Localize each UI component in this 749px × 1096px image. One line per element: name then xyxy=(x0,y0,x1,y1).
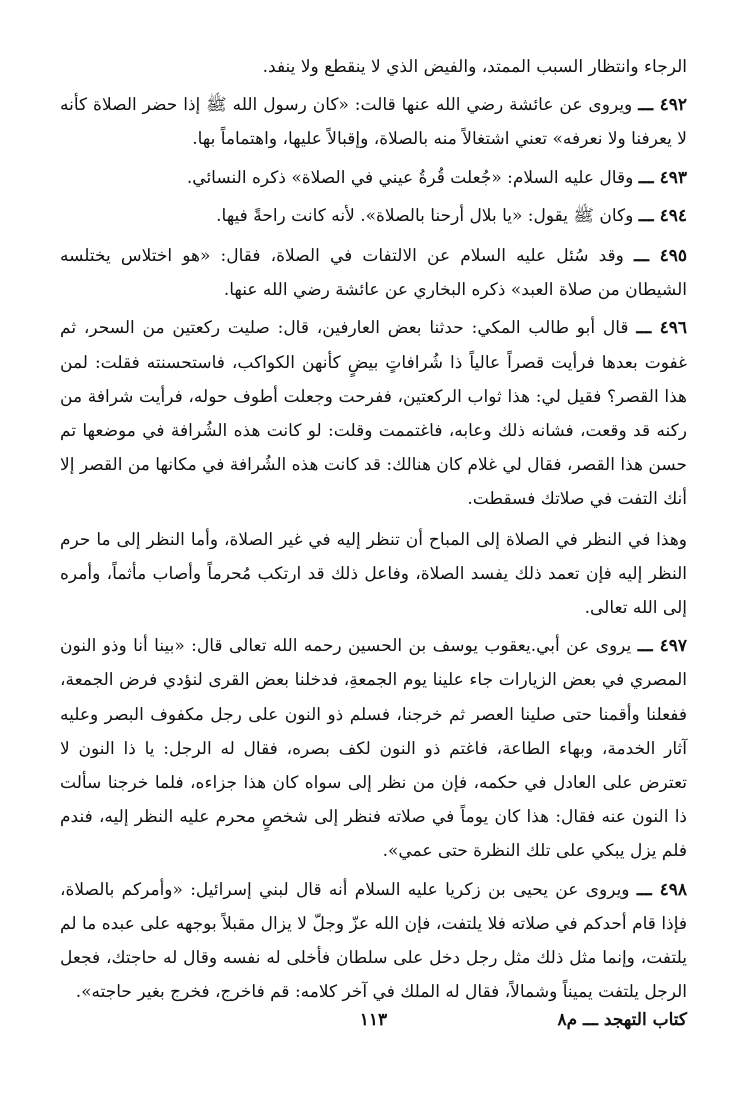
paragraph-text: الرجاء وانتظار السبب الممتد، والفيض الذي لا ينقطع ولا ينفد. xyxy=(262,57,687,77)
entry-number: ٤٩٦ ـــ xyxy=(636,318,687,339)
entry-number: ٤٩٣ ـــ xyxy=(638,167,687,188)
paragraph-text: يروى عن أبي.يعقوب يوسف بن الحسين رحمه الله تعالى قال: «بينا أنا وذو النون المصري في بعض الزيارات جاء علينا يوم الجمعةِ، فدخلنا بعض القرى لنؤدي فرض الجمعة، ففعلنا وأقمنا حتى صلينا العصر ثم خرجنا، فسلم ذو النون على رجل مكفوف البصر وعليه آثار الخدمة، وبهاء الطاعة، فاغتم ذو النون لكف بصره، فقال له الرجل: يا ذا النون لا تعترض على العادل في حكمه، فإن من نظر إلى سواه كان هذا جزاءه، فلما خرجنا سألت ذا النون عنه فقال: هذا كان يوماً في صلاته فنظر إلى شخصٍ محرم عليه النظر إليه، فندم فلم يزل يبكي على تلك النظرة حتى عمي». xyxy=(60,636,688,862)
paragraph-496 xyxy=(60,311,687,516)
paragraph-text: قال أبو طالب المكي: حدثنا بعض العارفين، قال: صليت ركعتين من السحر، ثم غفوت بعدها فرأيت قصراً عالياً ذا شُرافاتٍ بيضٍ كأنهن الكواكب، فاستحسنته فقلت: لمن هذا القصر؟ فقيل لي: هذا ثواب الركعتين، ففرحت وجعلت أطوف حوله، فرأيت شرافة من ركنه قد وقعت، فشانه ذلك وعابه، فاغتممت وقلت: لو كانت هذه الشُرافة في موضعها تم حسن هذا القصر، فقال لي غلام كان هنالك: قد كانت هذه الشُرافة في مكانها من القصر إلا أنك التفت في صلاتك فسقطت. xyxy=(60,318,687,510)
page-number: ١١٣ xyxy=(359,1010,388,1030)
paragraph-text: وقال عليه السلام: «جُعلت قُرةُ عيني في الصلاة» ذكره النسائي. xyxy=(186,167,634,188)
paragraph-continuation xyxy=(60,50,687,84)
paragraph-495 xyxy=(60,239,687,307)
book-label: كتاب التهجد ـــ م٨ xyxy=(557,1010,687,1030)
paragraph-498 xyxy=(60,873,687,1010)
entry-number: ٤٩٢ ـــ xyxy=(638,95,687,116)
paragraph-497 xyxy=(60,629,687,868)
paragraph-text: وقد سُئل عليه السلام عن الالتفات في الصلاة، فقال: «هو اختلاس يختلسه الشيطان من صلاة العبد» ذكره البخاري عن عائشة رضي الله عنها. xyxy=(60,246,687,301)
paragraph-text: وكان ﷺ يقول: «يا بلال أرحنا بالصلاة». لأنه كانت راحةً فيها. xyxy=(216,205,634,226)
paragraph-492 xyxy=(60,88,687,156)
page-footer xyxy=(60,1010,687,1040)
entry-number: ٤٩٧ ـــ xyxy=(637,636,687,657)
paragraph-493 xyxy=(60,161,687,195)
paragraph-text: ويروى عن يحيى بن زكريا عليه السلام أنه قال لبني إسرائيل: «وأمركم بالصلاة، فإذا قام أحدكم في صلاته فلا يلتفت، فإن الله عزّ وجلّ لا يزال مقبلاً بوجهه على عبده ما لم يلتفت، وإنما مثل ذلك مثل رجل دخل على سلطان فأخلى له نفسه وقال له حاجتك، فجعل الرجل يلتفت يميناً وشمالاً، فقال له الملك في آخر كلامه: قم فاخرج، فخرج بغير حاجته». xyxy=(60,879,687,1003)
paragraph-494 xyxy=(60,199,687,233)
paragraph-text: وهذا في النظر في الصلاة إلى المباح أن تنظر إليه في غير الصلاة، وأما النظر إلى ما حرم النظر إليه فإن تعمد ذلك يفسد الصلاة، وفاعل ذلك قد ارتكب مُحرماً وأصاب مأثماً، وأمره إلى الله تعالى. xyxy=(60,529,687,619)
entry-number: ٤٩٤ ـــ xyxy=(638,205,687,226)
paragraph-text: ويروى عن عائشة رضي الله عنها قالت: «كان رسول الله ﷺ إذا حضر الصلاة كأنه لا يعرفنا ولا نعرفه» تعني اشتغالاً منه بالصلاة، وإقبالاً عليها، واهتماماً بها. xyxy=(60,95,687,150)
entry-number: ٤٩٨ ـــ xyxy=(636,879,687,900)
entry-number: ٤٩٥ ـــ xyxy=(634,246,687,267)
paragraph-commentary xyxy=(60,523,687,626)
